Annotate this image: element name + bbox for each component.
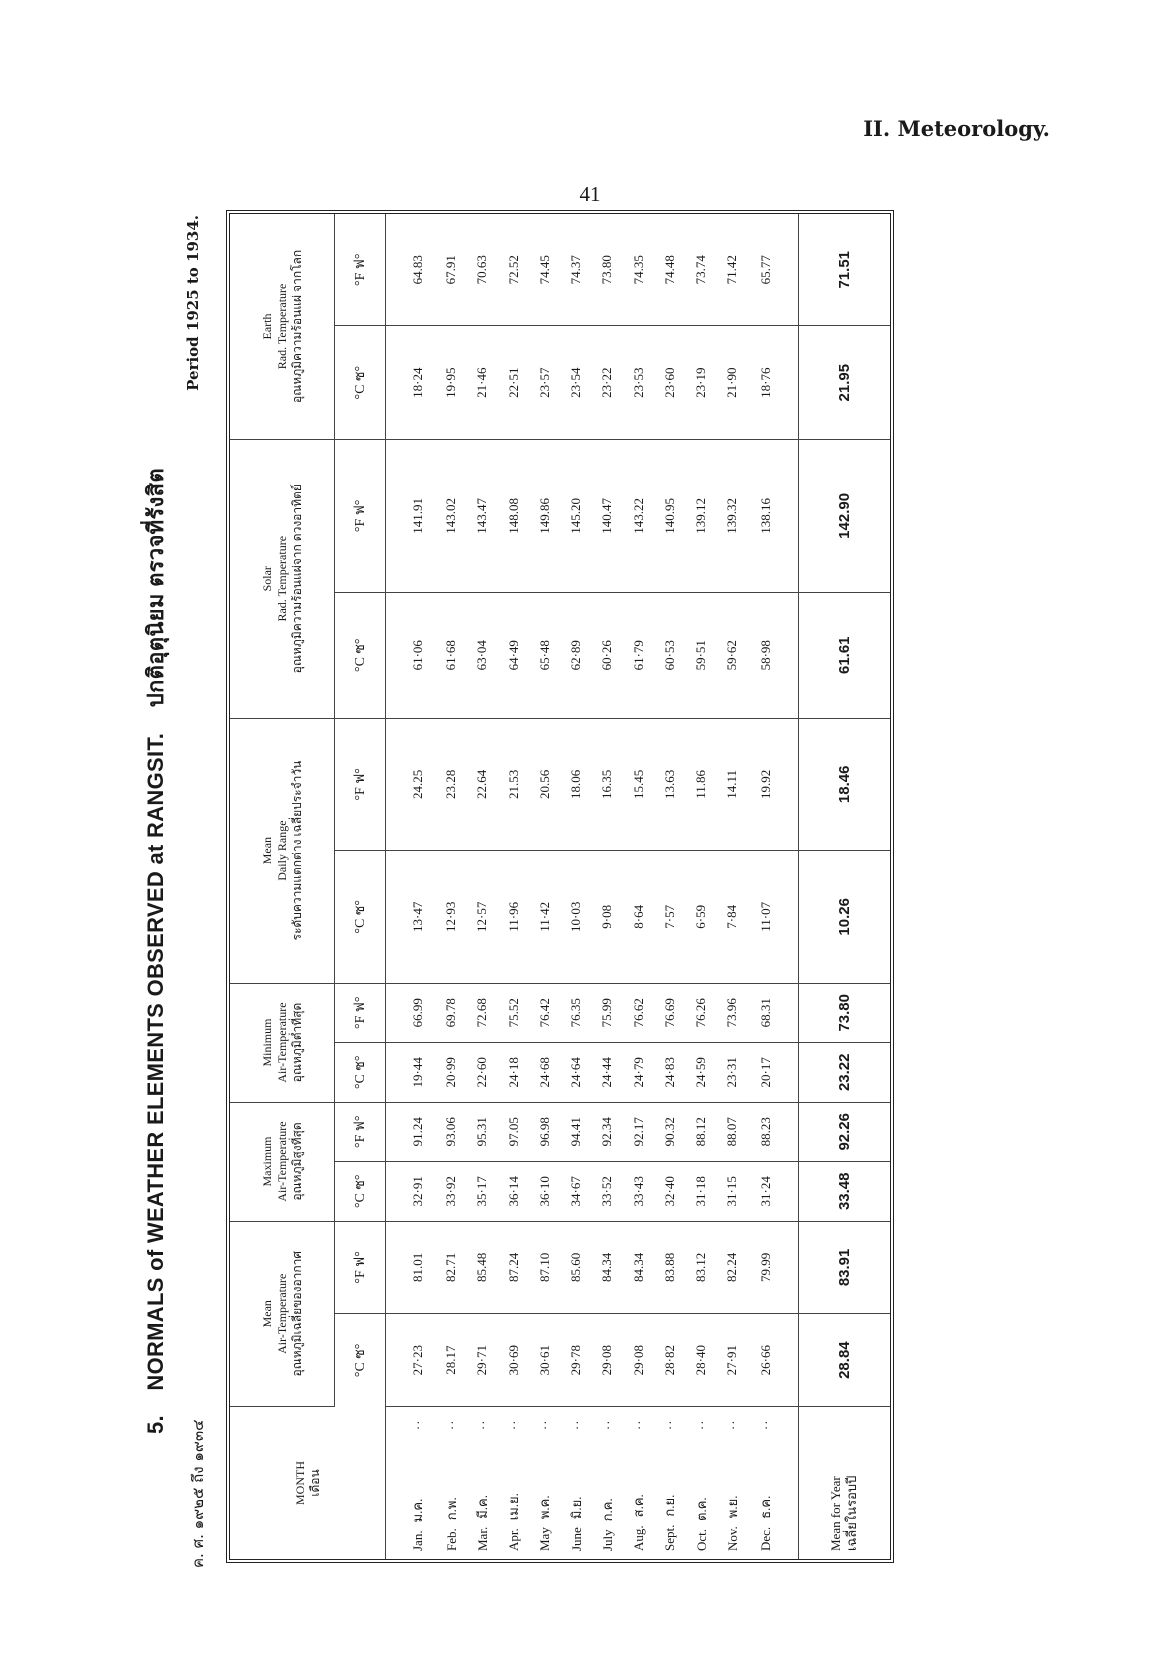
month-en: July [599, 1529, 615, 1551]
value-cell: 87.10 [529, 1221, 560, 1314]
mean-value-cell: 71.51 [798, 214, 890, 326]
column-header-en1: Minimum [259, 1018, 274, 1067]
value-cell: 29·08 [623, 1314, 654, 1407]
column-group-header [230, 214, 335, 439]
unit-celsius-header: °C ซ° [335, 1162, 386, 1222]
table-row [592, 214, 623, 1559]
month-th: มี.ค. [474, 1495, 490, 1519]
value-cell: 26·66 [748, 1314, 798, 1407]
month-cell: Mayพ.ค. .. [534, 1419, 553, 1551]
mean-for-year-row [798, 214, 890, 1559]
value-cell: 24·18 [498, 1043, 529, 1103]
weather-normals-table [226, 210, 894, 1563]
month-cell: Julyก.ค. .. [596, 1419, 615, 1551]
value-cell: 18·24 [386, 326, 436, 439]
month-cell: Juneมิ.ย. .. [565, 1419, 584, 1551]
value-cell: 18.06 [561, 718, 592, 850]
value-cell: 23.28 [436, 718, 467, 850]
value-cell: 19·44 [386, 1043, 436, 1103]
column-header-th: ระดับความแตกต่าง เฉลี่ยประจำวัน [289, 760, 304, 941]
unit-fahrenheit-header: °F ฟ° [335, 439, 386, 592]
value-cell: 20·17 [748, 1043, 798, 1103]
value-cell: 73.96 [717, 983, 748, 1043]
mean-value-cell: 23.22 [798, 1043, 890, 1103]
value-cell: 76.69 [654, 983, 685, 1043]
value-cell: 68.31 [748, 983, 798, 1043]
value-cell: 66.99 [386, 983, 436, 1043]
value-cell: 29·08 [592, 1314, 623, 1407]
table-row [498, 214, 529, 1559]
value-cell: 140.95 [654, 439, 685, 592]
section-header: II. Meteorology. [863, 116, 1050, 141]
value-cell: 21.53 [498, 718, 529, 850]
table-title-thai: ปกติอุตุนิยม ตรวจที่รังสิต [143, 468, 168, 708]
table-row [685, 214, 716, 1559]
month-en: Jan. [410, 1530, 426, 1551]
mean-label-cell [798, 1407, 890, 1560]
value-cell: 62·89 [561, 592, 592, 718]
unit-fahrenheit-header: °F ฟ° [335, 214, 386, 326]
unit-celsius-header: °C ซ° [335, 851, 386, 983]
value-cell: 6·59 [685, 851, 716, 983]
value-cell: 88.07 [717, 1102, 748, 1162]
month-cell: Dec.ธ.ค. .. [755, 1419, 774, 1551]
value-cell: 92.17 [623, 1102, 654, 1162]
value-cell: 24.25 [386, 718, 436, 850]
mean-value-cell: 10.26 [798, 851, 890, 983]
mean-value-cell: 92.26 [798, 1102, 890, 1162]
column-group-header [230, 1221, 335, 1406]
value-cell: 24·68 [529, 1043, 560, 1103]
value-cell: 19.92 [748, 718, 798, 850]
unit-fahrenheit-header: °F ฟ° [335, 983, 386, 1043]
column-header-en2: Rad. Temperature [274, 283, 289, 370]
value-cell: 22·60 [467, 1043, 498, 1103]
value-cell: 23·53 [623, 326, 654, 439]
value-cell: 14.11 [717, 718, 748, 850]
value-cell: 29·78 [561, 1314, 592, 1407]
month-en: Sept. [662, 1524, 678, 1551]
table-row [623, 214, 654, 1559]
value-cell: 60·26 [592, 592, 623, 718]
value-cell: 24·44 [592, 1043, 623, 1103]
value-cell: 90.32 [654, 1102, 685, 1162]
value-cell: 83.12 [685, 1221, 716, 1314]
month-th: ม.ค. [410, 1498, 426, 1523]
value-cell: 85.60 [561, 1221, 592, 1314]
value-cell: 23·60 [654, 326, 685, 439]
page-number: 41 [579, 182, 601, 206]
month-cell: Mar.มี.ค. .. [471, 1419, 490, 1551]
table-title-english: NORMALS of WEATHER ELEMENTS OBSERVED at RANGSIT. [143, 732, 168, 1391]
value-cell: 31·15 [717, 1162, 748, 1222]
value-cell: 18·76 [748, 326, 798, 439]
column-header-en1: Solar [259, 566, 274, 592]
table-number: 5. [143, 1415, 168, 1434]
mean-value-cell: 83.91 [798, 1221, 890, 1314]
value-cell: 143.02 [436, 439, 467, 592]
value-cell: 88.23 [748, 1102, 798, 1162]
value-cell: 28·40 [685, 1314, 716, 1407]
column-header-en2: Rad. Temperature [274, 535, 289, 622]
value-cell: 23·31 [717, 1043, 748, 1103]
value-cell: 65·48 [529, 592, 560, 718]
period-english: Period 1925 to 1934. [184, 215, 202, 391]
value-cell: 7·57 [654, 851, 685, 983]
value-cell: 84.34 [623, 1221, 654, 1314]
month-en: June [568, 1527, 584, 1551]
value-cell: 20.56 [529, 718, 560, 850]
month-th: ธ.ค. [758, 1495, 774, 1519]
column-header-th: อุณหภูมิเฉลี่ยของอากาศ [289, 1250, 304, 1377]
value-cell: 21·90 [717, 326, 748, 439]
month-en: Dec. [758, 1526, 774, 1551]
table-row [654, 214, 685, 1559]
value-cell: 36·10 [529, 1162, 560, 1222]
column-header-en2: Air-Temperature [274, 1002, 289, 1083]
mean-label-en: Mean for Year [828, 1476, 844, 1551]
value-cell: 70.63 [467, 214, 498, 326]
month-en: Aug. [631, 1525, 647, 1551]
value-cell: 24·64 [561, 1043, 592, 1103]
value-cell: 82.71 [436, 1221, 467, 1314]
month-cell: Sept.ก.ย. .. [659, 1419, 678, 1551]
month-th: พ.ค. [537, 1495, 553, 1520]
table-row [529, 214, 560, 1559]
value-cell: 23·54 [561, 326, 592, 439]
value-cell: 24·59 [685, 1043, 716, 1103]
value-cell: 74.35 [623, 214, 654, 326]
month-th: ก.ค. [599, 1498, 615, 1522]
value-cell: 22·51 [498, 326, 529, 439]
value-cell: 9·08 [592, 851, 623, 983]
value-cell: 10·03 [561, 851, 592, 983]
column-header-th: อุณหภูมิความร้อนแผ่ จากโลก [289, 249, 304, 404]
column-header-en1: Earth [259, 313, 274, 340]
value-cell: 64.83 [386, 214, 436, 326]
value-cell: 94.41 [561, 1102, 592, 1162]
column-header-th: อุณหภูมิความร้อนแผ่จาก ดวงอาทิตย์ [289, 484, 304, 674]
month-en: Oct. [693, 1528, 709, 1551]
month-cell: Feb.ก.พ. .. [440, 1419, 459, 1551]
value-cell: 76.42 [529, 983, 560, 1043]
value-cell: 76.26 [685, 983, 716, 1043]
month-th: ส.ค. [631, 1494, 647, 1518]
unit-fahrenheit-header: °F ฟ° [335, 718, 386, 850]
value-cell: 72.52 [498, 214, 529, 326]
month-en: Apr. [506, 1528, 522, 1551]
month-cell: Oct.ต.ค. .. [690, 1419, 709, 1551]
value-cell: 79.99 [748, 1221, 798, 1314]
column-header-en2: Air-Temperature [274, 1273, 289, 1354]
table-row [386, 214, 436, 1559]
value-cell: 23·22 [592, 326, 623, 439]
month-en: Mar. [474, 1526, 490, 1551]
month-en: Feb. [443, 1528, 459, 1551]
value-cell: 73.80 [592, 214, 623, 326]
value-cell: 97.05 [498, 1102, 529, 1162]
month-header-th: เดือน [307, 1469, 322, 1497]
value-cell: 85.48 [467, 1221, 498, 1314]
value-cell: 27·23 [386, 1314, 436, 1407]
value-cell: 33·92 [436, 1162, 467, 1222]
column-header-th: อุณหภูมิต่ำที่สุด [289, 1002, 304, 1083]
value-cell: 148.08 [498, 439, 529, 592]
unit-celsius-header: °C ซ° [335, 1043, 386, 1103]
column-header-en1: Maximum [259, 1136, 274, 1187]
value-cell: 15.45 [623, 718, 654, 850]
value-cell: 95.31 [467, 1102, 498, 1162]
value-cell: 59·51 [685, 592, 716, 718]
value-cell: 73.74 [685, 214, 716, 326]
value-cell: 81.01 [386, 1221, 436, 1314]
value-cell: 16.35 [592, 718, 623, 850]
value-cell: 28·82 [654, 1314, 685, 1407]
mean-value-cell: 28.84 [798, 1314, 890, 1407]
value-cell: 93.06 [436, 1102, 467, 1162]
value-cell: 139.12 [685, 439, 716, 592]
mean-value-cell: 33.48 [798, 1162, 890, 1222]
month-en: Nov. [724, 1526, 740, 1551]
month-en: May [537, 1527, 553, 1551]
value-cell: 63·04 [467, 592, 498, 718]
value-cell: 65.77 [748, 214, 798, 326]
value-cell: 12·57 [467, 851, 498, 983]
value-cell: 88.12 [685, 1102, 716, 1162]
value-cell: 11·96 [498, 851, 529, 983]
value-cell: 20·99 [436, 1043, 467, 1103]
value-cell: 143.22 [623, 439, 654, 592]
value-cell: 32·91 [386, 1162, 436, 1222]
column-group-header [230, 983, 335, 1102]
table-row [561, 214, 592, 1559]
value-cell: 60·53 [654, 592, 685, 718]
month-cell: Aug.ส.ค. .. [628, 1419, 647, 1551]
value-cell: 32·40 [654, 1162, 685, 1222]
value-cell: 61·06 [386, 592, 436, 718]
month-th: เม.ย. [506, 1493, 522, 1521]
month-th: มิ.ย. [568, 1496, 584, 1520]
value-cell: 74.48 [654, 214, 685, 326]
value-cell: 92.34 [592, 1102, 623, 1162]
value-cell: 74.37 [561, 214, 592, 326]
value-cell: 87.24 [498, 1221, 529, 1314]
table-row [717, 214, 748, 1559]
month-header-en: MONTH [292, 1461, 307, 1505]
month-th: ก.พ. [443, 1497, 459, 1521]
table-row [467, 214, 498, 1559]
value-cell: 30·69 [498, 1314, 529, 1407]
value-cell: 69.78 [436, 983, 467, 1043]
value-cell: 28.17 [436, 1314, 467, 1407]
mean-value-cell: 142.90 [798, 439, 890, 592]
mean-value-cell: 21.95 [798, 326, 890, 439]
value-cell: 141.91 [386, 439, 436, 592]
unit-fahrenheit-header: °F ฟ° [335, 1102, 386, 1162]
value-cell: 76.62 [623, 983, 654, 1043]
column-header-en1: Mean [259, 1300, 274, 1328]
value-cell: 67.91 [436, 214, 467, 326]
value-cell: 27·91 [717, 1314, 748, 1407]
value-cell: 22.64 [467, 718, 498, 850]
month-cell: Jan.ม.ค. .. [407, 1419, 426, 1551]
value-cell: 35·17 [467, 1162, 498, 1222]
month-th: ต.ค. [693, 1497, 709, 1521]
column-header-en1: Mean [259, 836, 274, 865]
value-cell: 138.16 [748, 439, 798, 592]
value-cell: 33·43 [623, 1162, 654, 1222]
month-cell: Nov.พ.ย. .. [721, 1419, 740, 1551]
unit-celsius-header: °C ซ° [335, 1314, 386, 1407]
value-cell: 61·79 [623, 592, 654, 718]
value-cell: 82.24 [717, 1221, 748, 1314]
value-cell: 13·47 [386, 851, 436, 983]
value-cell: 83.88 [654, 1221, 685, 1314]
value-cell: 75.52 [498, 983, 529, 1043]
month-th: พ.ย. [724, 1495, 740, 1519]
table-title [138, 154, 174, 1434]
value-cell: 31·18 [685, 1162, 716, 1222]
value-cell: 76.35 [561, 983, 592, 1043]
table-row [436, 214, 467, 1559]
month-th: ก.ย. [662, 1494, 678, 1517]
value-cell: 11.86 [685, 718, 716, 850]
value-cell: 11·07 [748, 851, 798, 983]
value-cell: 24·79 [623, 1043, 654, 1103]
value-cell: 31·24 [748, 1162, 798, 1222]
value-cell: 74.45 [529, 214, 560, 326]
column-header-en2: Air-Temperature [274, 1121, 289, 1202]
month-cell: Apr.เม.ย. .. [503, 1419, 522, 1551]
mean-value-cell: 73.80 [798, 983, 890, 1043]
value-cell: 61·68 [436, 592, 467, 718]
value-cell: 30·61 [529, 1314, 560, 1407]
rotated-table-page [138, 148, 1038, 1568]
value-cell: 23·19 [685, 326, 716, 439]
value-cell: 36·14 [498, 1162, 529, 1222]
mean-value-cell: 18.46 [798, 718, 890, 850]
unit-celsius-header: °C ซ° [335, 592, 386, 718]
value-cell: 75.99 [592, 983, 623, 1043]
value-cell: 64·49 [498, 592, 529, 718]
column-group-header [230, 718, 335, 983]
value-cell: 139.32 [717, 439, 748, 592]
value-cell: 29·71 [467, 1314, 498, 1407]
value-cell: 33·52 [592, 1162, 623, 1222]
value-cell: 96.98 [529, 1102, 560, 1162]
value-cell: 12·93 [436, 851, 467, 983]
unit-fahrenheit-header: °F ฟ° [335, 1221, 386, 1314]
value-cell: 149.86 [529, 439, 560, 592]
value-cell: 58·98 [748, 592, 798, 718]
unit-celsius-header: °C ซ° [335, 326, 386, 439]
month-header [230, 1407, 386, 1560]
value-cell: 71.42 [717, 214, 748, 326]
column-header-th: อุณหภูมิสูงที่สุด [289, 1122, 304, 1201]
column-header-en2: Daily Range [274, 820, 289, 881]
value-cell: 59·62 [717, 592, 748, 718]
value-cell: 34·67 [561, 1162, 592, 1222]
column-group-header [230, 439, 335, 718]
value-cell: 140.47 [592, 439, 623, 592]
mean-label-th: เฉลี่ยในรอบปี [844, 1475, 860, 1551]
value-cell: 7·84 [717, 851, 748, 983]
value-cell: 72.68 [467, 983, 498, 1043]
value-cell: 143.47 [467, 439, 498, 592]
value-cell: 19·95 [436, 326, 467, 439]
value-cell: 24·83 [654, 1043, 685, 1103]
value-cell: 13.63 [654, 718, 685, 850]
mean-value-cell: 61.61 [798, 592, 890, 718]
value-cell: 91.24 [386, 1102, 436, 1162]
column-group-header [230, 1102, 335, 1221]
value-cell: 145.20 [561, 439, 592, 592]
table-row [748, 214, 798, 1559]
value-cell: 21·46 [467, 326, 498, 439]
value-cell: 8·64 [623, 851, 654, 983]
period-thai: ค. ศ. ๑๙๒๕ ถึง ๑๙๓๔ [189, 1419, 207, 1568]
value-cell: 23·57 [529, 326, 560, 439]
value-cell: 11·42 [529, 851, 560, 983]
value-cell: 84.34 [592, 1221, 623, 1314]
